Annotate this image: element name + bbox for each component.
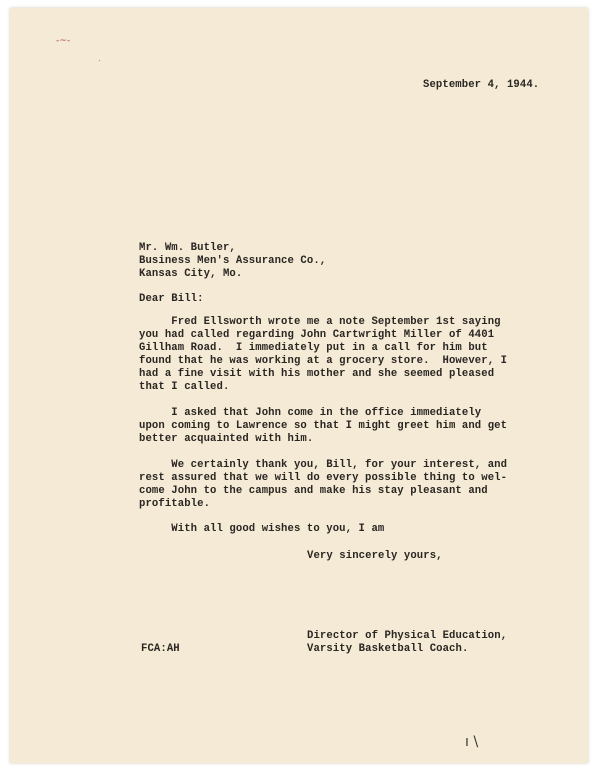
body-line: you had called regarding John Cartwright Miller of 4401 [139, 329, 495, 341]
recipient-city: Kansas City, Mo. [139, 268, 243, 280]
closing: Very sincerely yours, [307, 550, 443, 562]
body-line: come John to the campus and make his stay pleasant and [139, 485, 488, 497]
body-line: With all good wishes to you, I am [139, 523, 385, 535]
body-line: Gillham Road. I immediately put in a call for him but [139, 342, 488, 354]
salutation: Dear Bill: [139, 293, 204, 305]
body-line: better acquainted with him. [139, 433, 314, 445]
body-line: found that he was working at a grocery store. However, I [139, 355, 508, 367]
ink-dot-decoration: . [98, 54, 101, 63]
signature-title-line-2: Varsity Basketball Coach. [307, 643, 469, 655]
ink-mark-decoration: -~- [56, 36, 71, 46]
body-line: upon coming to Lawrence so that I might greet him and get [139, 420, 508, 432]
recipient-name: Mr. Wm. Butler, [139, 242, 236, 254]
letter-page [10, 8, 588, 763]
recipient-company: Business Men's Assurance Co., [139, 255, 327, 267]
body-line: rest assured that we will do every possible thing to wel- [139, 472, 508, 484]
pencil-mark-decoration: ı \ [465, 734, 479, 750]
body-line: had a fine visit with his mother and she seemed pleased [139, 368, 495, 380]
body-line: profitable. [139, 498, 211, 510]
body-line: that I called. [139, 381, 230, 393]
body-line: I asked that John come in the office immediately [139, 407, 482, 419]
body-line: Fred Ellsworth wrote me a note September 1st saying [139, 316, 501, 328]
body-line: We certainly thank you, Bill, for your interest, and [139, 459, 508, 471]
signature-title-line-1: Director of Physical Education, [307, 630, 508, 642]
reference-initials: FCA:AH [141, 643, 180, 655]
letter-date: September 4, 1944. [423, 79, 540, 91]
